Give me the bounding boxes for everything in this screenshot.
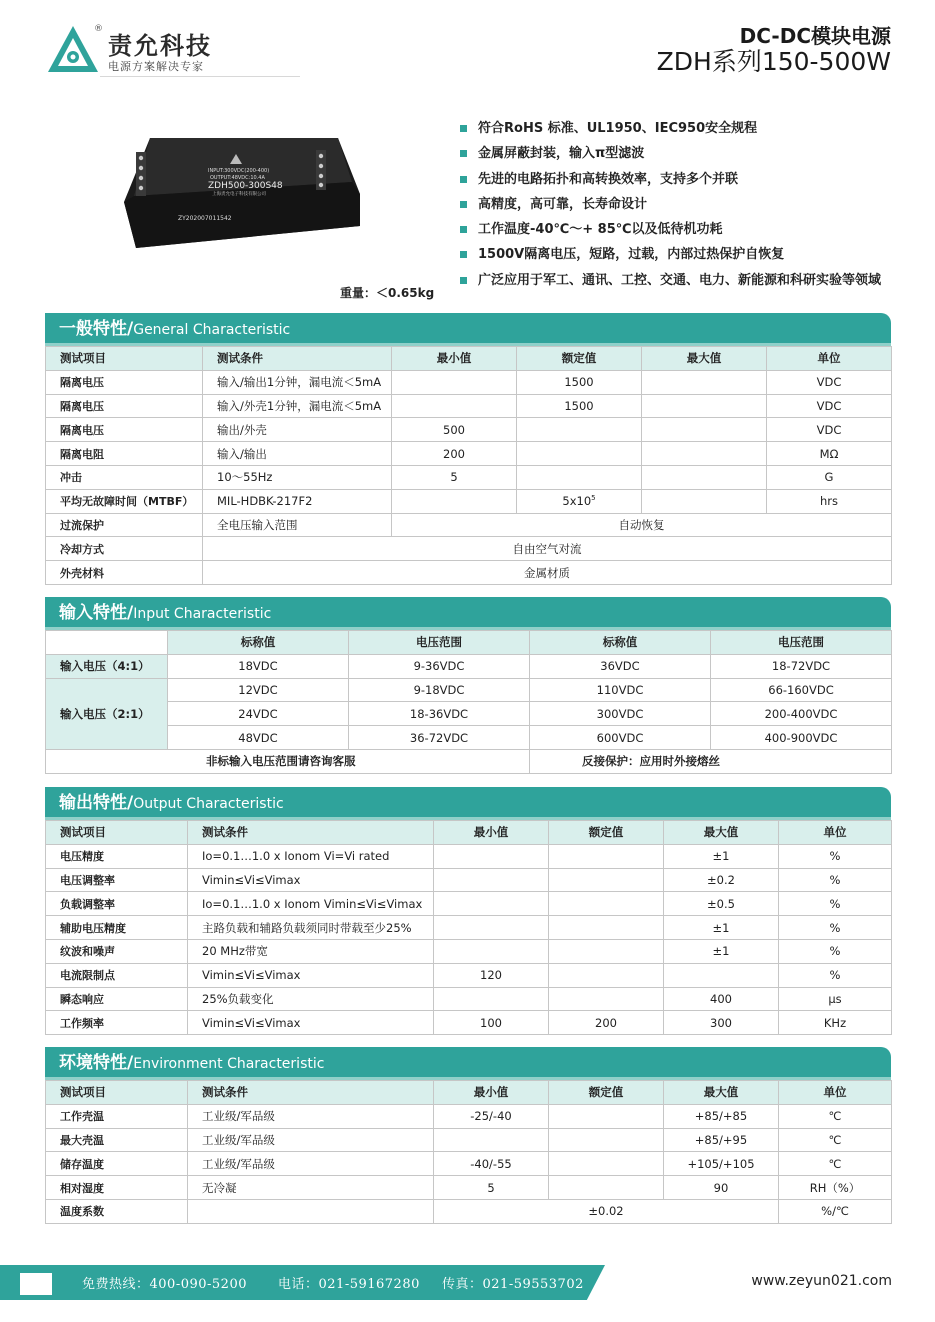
table-row: 相对湿度 无冷凝 5 90 RH（%）: [46, 1176, 892, 1200]
footer: [0, 1265, 935, 1300]
table-row: 电流限制点 Vimin≤Vi≤Vimax 120 %: [46, 963, 892, 987]
table-row: 温度系数 ±0.02 %/℃: [46, 1199, 892, 1223]
environment-section: [45, 1047, 891, 1224]
company-logo: [46, 24, 266, 76]
footer-hotline: 免费热线：400-090-5200: [82, 1277, 247, 1292]
table-row: 最大壳温 工业级/军品级 +85/+95 ℃: [46, 1128, 892, 1152]
table-row: 电压精度 Io=0.1…1.0 x Ionom Vi=Vi rated ±1 %: [46, 844, 892, 868]
general-table: [45, 346, 892, 585]
product-weight: 重量：＜0.65kg: [340, 286, 435, 300]
table-row: 工作频率 Vimin≤Vi≤Vimax 100 200 300 KHz: [46, 1011, 892, 1035]
table-row: 储存温度 工业级/军品级 -40/-55 +105/+105 ℃: [46, 1152, 892, 1176]
table-row: 隔离电压 输入/输出1分钟，漏电流＜5mA 1500 VDC: [46, 370, 892, 394]
product-image: [120, 130, 370, 260]
section-title: 一般特性/General Characteristic: [45, 313, 891, 343]
table-row: 输入电压（4:1） 18VDC 9-36VDC 36VDC 18-72VDC: [46, 654, 892, 678]
feature-item: 广泛应用于军工、通讯、工控、交通、电力、新能源和科研实验等领域: [458, 268, 881, 293]
table-row: 冲击 10～55Hz 5 G: [46, 465, 892, 489]
feature-list: [458, 116, 881, 293]
table-row: 辅助电压精度 主路负载和辅路负载须同时带载至少25% ±1 %: [46, 916, 892, 940]
brand-slogan: 电源方案解决专家: [108, 60, 204, 73]
table-row: 负载调整率 Io=0.1…1.0 x Ionom Vimin≤Vi≤Vimax ±0.5 %: [46, 892, 892, 916]
table-header-row: 测试项目 测试条件 最小值 额定值 最大值 单位: [46, 821, 892, 845]
feature-item: 高精度，高可靠，长寿命设计: [458, 192, 881, 217]
feature-item: 1500V隔离电压，短路，过载，内部过热保护自恢复: [458, 242, 881, 267]
table-row: 隔离电压 输出/外壳 500 VDC: [46, 418, 892, 442]
footer-fax: 传真：021-59553702: [442, 1277, 584, 1292]
table-row: 平均无故障时间（MTBF） MIL-HDBK-217F2 $5x10^5$ hrs: [46, 489, 892, 513]
title-line-1: DC-DC模块电源: [739, 24, 891, 48]
svg-text:INPUT:300VDC(200-400): INPUT:300VDC(200-400): [208, 168, 270, 174]
input-section: [45, 597, 891, 774]
svg-text:OUTPUT:48VDC:10.4A: OUTPUT:48VDC:10.4A: [210, 175, 265, 181]
document-title: [657, 24, 891, 76]
registered-mark: ®: [94, 24, 103, 34]
table-header-row: 标称值 电压范围 标称值 电压范围: [46, 631, 892, 655]
feature-item: 金属屏蔽封装，输入π型滤波: [458, 141, 881, 166]
table-row: 非标输入电压范围请咨询客服 反接保护：应用时外接熔丝: [46, 749, 892, 773]
table-row: 48VDC 36-72VDC 600VDC 400-900VDC: [46, 726, 892, 750]
table-row: 工作壳温 工业级/军品级 -25/-40 +85/+85 ℃: [46, 1104, 892, 1128]
input-table: [45, 630, 892, 774]
section-title: 输出特性/Output Characteristic: [45, 787, 891, 817]
general-section: [45, 313, 891, 585]
table-row: 电压调整率 Vimin≤Vi≤Vimax ±0.2 %: [46, 868, 892, 892]
footer-box: [20, 1273, 52, 1295]
table-row: 冷却方式 自由空气对流: [46, 537, 892, 561]
table-header-row: 测试项目 测试条件 最小值 额定值 最大值 单位: [46, 347, 892, 371]
feature-item: 符合RoHS 标准、UL1950、IEC950安全规程: [458, 116, 881, 141]
output-section: [45, 787, 891, 1035]
section-title: 输入特性/Input Characteristic: [45, 597, 891, 627]
title-line-2: ZDH系列150-500W: [656, 47, 891, 76]
table-row: 外壳材料 金属材质: [46, 561, 892, 585]
table-header-row: 测试项目 测试条件 最小值 额定值 最大值 单位: [46, 1081, 892, 1105]
svg-text:上海责允电子科技有限公司: 上海责允电子科技有限公司: [212, 192, 266, 197]
footer-phone: 电话：021-59167280: [278, 1277, 420, 1292]
feature-item: 先进的电路拓扑和高转换效率，支持多个并联: [458, 167, 881, 192]
environment-table: [45, 1080, 892, 1224]
table-row: 隔离电阻 输入/输出 200 MΩ: [46, 442, 892, 466]
brand-name: 责允科技: [108, 32, 212, 60]
header-divider: [100, 76, 300, 77]
output-table: [45, 820, 892, 1035]
table-row: 隔离电压 输入/外壳1分钟，漏电流＜5mA 1500 VDC: [46, 394, 892, 418]
table-row: 纹波和噪声 20 MHz带宽 ±1 %: [46, 939, 892, 963]
table-row: 瞬态响应 25%负载变化 400 μs: [46, 987, 892, 1011]
feature-item: 工作温度-40℃～+ 85℃以及低待机功耗: [458, 217, 881, 242]
table-row: 过流保护 全电压输入范围 自动恢复: [46, 513, 892, 537]
footer-url[interactable]: www.zeyun021.com: [751, 1273, 892, 1289]
svg-text:ZDH500-300S48: ZDH500-300S48: [208, 181, 283, 191]
table-row: 输入电压（2:1） 12VDC 9-18VDC 110VDC 66-160VDC: [46, 678, 892, 702]
logo-icon: [46, 24, 100, 74]
table-row: 24VDC 18-36VDC 300VDC 200-400VDC: [46, 702, 892, 726]
section-title: 环境特性/Environment Characteristic: [45, 1047, 891, 1077]
svg-text:ZY202007011542: ZY202007011542: [178, 215, 232, 222]
